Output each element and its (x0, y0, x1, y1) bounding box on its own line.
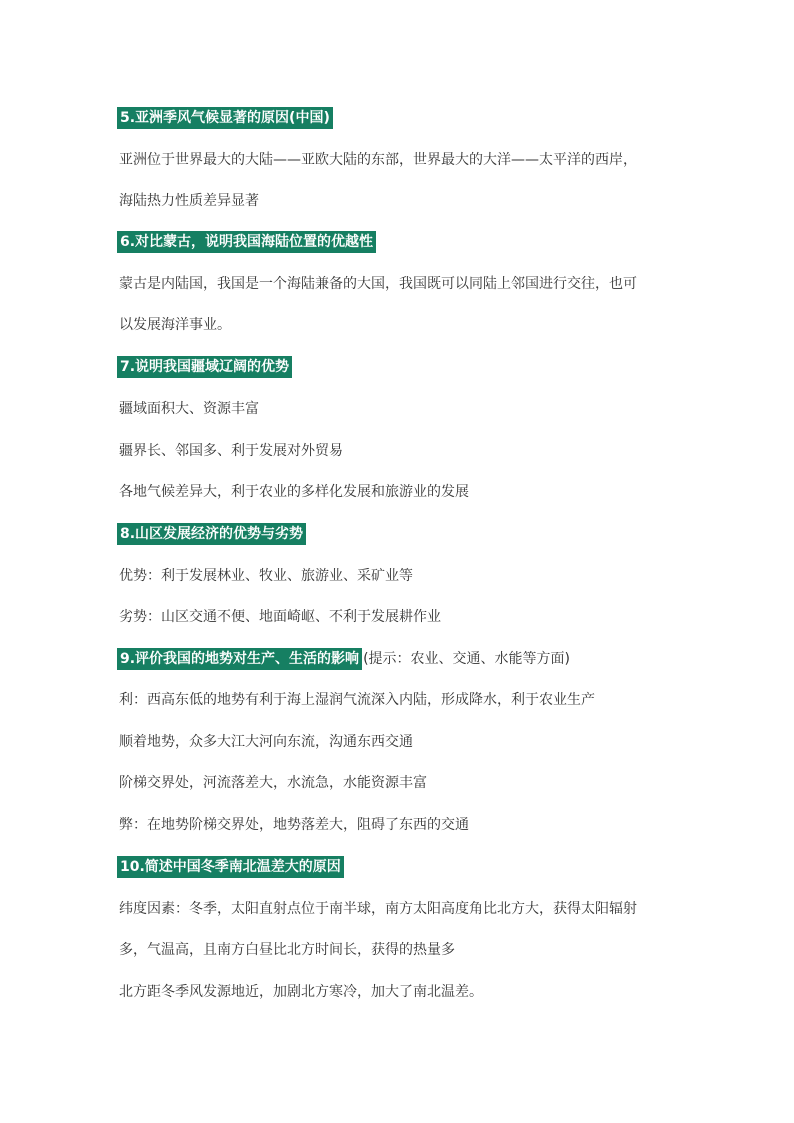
section-heading-10 (117, 856, 344, 878)
heading-highlight: 8.山区发展经济的优势与劣势 (117, 523, 306, 545)
paragraph-line: 多，气温高，且南方白昼比北方时间长，获得的热量多 (119, 942, 455, 958)
heading-highlight: 10.简述中国冬季南北温差大的原因 (117, 856, 344, 878)
heading-highlight: 5.亚洲季风气候显著的原因(中国) (117, 107, 333, 129)
section-heading-7 (117, 356, 292, 378)
paragraph-line: 各地气候差异大，利于农业的多样化发展和旅游业的发展 (119, 484, 469, 500)
paragraph-line: 海陆热力性质差异显著 (119, 193, 259, 209)
paragraph-line: 优势：利于发展林业、牧业、旅游业、采矿业等 (119, 568, 413, 584)
paragraph-line: 疆域面积大、资源丰富 (119, 401, 259, 417)
section-heading-9 (117, 648, 570, 670)
paragraph-line: 劣势：山区交通不便、地面崎岖、不利于发展耕作业 (119, 609, 441, 625)
paragraph-line: 利：西高东低的地势有利于海上湿润气流深入内陆，形成降水，利于农业生产 (119, 692, 595, 708)
paragraph-line: 阶梯交界处，河流落差大，水流急，水能资源丰富 (119, 775, 427, 791)
section-heading-6 (117, 231, 376, 253)
section-heading-8 (117, 523, 306, 545)
heading-highlight: 6.对比蒙古，说明我国海陆位置的优越性 (117, 231, 376, 253)
paragraph-line: 亚洲位于世界最大的大陆——亚欧大陆的东部，世界最大的大洋——太平洋的西岸， (119, 152, 637, 168)
paragraph-line: 以发展海洋事业。 (119, 317, 231, 333)
heading-highlight: 9.评价我国的地势对生产、生活的影响 (117, 648, 362, 670)
heading-highlight: 7.说明我国疆域辽阔的优势 (117, 356, 292, 378)
paragraph-line: 疆界长、邻国多、利于发展对外贸易 (119, 443, 343, 459)
paragraph-line: 北方距冬季风发源地近，加剧北方寒冷，加大了南北温差。 (119, 984, 483, 1000)
paragraph-line: 顺着地势，众多大江大河向东流，沟通东西交通 (119, 734, 413, 750)
paragraph-line: 弊：在地势阶梯交界处，地势落差大，阻碍了东西的交通 (119, 817, 469, 833)
heading-hint: (提示：农业、交通、水能等方面) (363, 651, 570, 667)
paragraph-line: 蒙古是内陆国，我国是一个海陆兼备的大国，我国既可以同陆上邻国进行交往，也可 (119, 276, 637, 292)
paragraph-line: 纬度因素：冬季，太阳直射点位于南半球，南方太阳高度角比北方大，获得太阳辐射 (119, 901, 637, 917)
section-heading-5 (117, 107, 333, 129)
